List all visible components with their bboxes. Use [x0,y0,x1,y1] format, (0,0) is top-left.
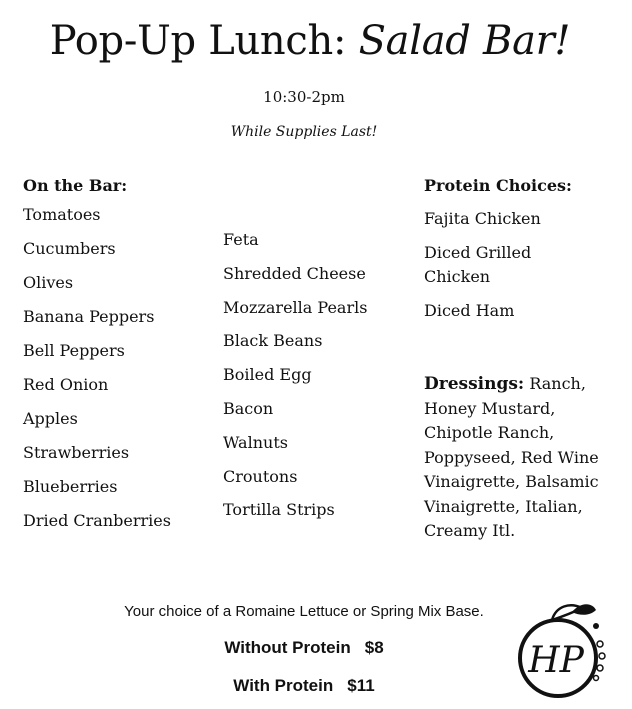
title-main: Pop-Up Lunch: [49,18,347,64]
dressings-heading: Dressings: [424,374,525,394]
base-choice-text: Your choice of a Romaine Lettuce or Spring Mix Base. [124,603,484,620]
list-item: Tortilla Strips [223,500,335,520]
list-item: Boiled Egg [223,365,312,385]
protein-item: Diced Ham [424,301,515,320]
list-item: Bell Peppers [23,341,125,360]
hp-logo [512,598,612,702]
list-item: Strawberries [23,443,130,462]
price-label: With Protein [233,676,334,695]
list-item: Feta [223,230,259,249]
protein-item: Fajita Chicken [424,209,541,228]
on-the-bar-column-1 [23,176,171,546]
dressings-section [424,372,604,544]
list-item: Bacon [223,398,274,418]
list-item: Cucumbers [23,239,116,258]
list-item: Walnuts [223,432,288,452]
price-amount: $8 [364,638,384,657]
on-the-bar-heading: On the Bar: [23,176,128,195]
protein-heading: Protein Choices: [424,176,572,195]
list-item: Dried Cranberries [23,511,171,530]
hours-text: 10:30-2pm [263,88,345,106]
dressings-list: Ranch, Honey Mustard, Chipotle Ranch, Poppyseed, Red Wine Vinaigrette, Balsamic Vinaigrette, Italian, Creamy Itl. [424,374,599,540]
list-item: Tomatoes [23,205,101,224]
list-item: Red Onion [23,375,109,394]
list-item: Shredded Cheese [223,263,366,283]
price-amount: $11 [347,676,375,695]
price-label: Without Protein [224,638,351,657]
protein-choices [424,176,624,333]
list-item: Apples [23,409,78,428]
title-italic: Salad Bar! [358,18,571,64]
list-item: Black Beans [223,331,323,351]
list-item: Blueberries [23,477,118,496]
on-the-bar-column-2 [223,231,367,535]
list-item: Banana Peppers [23,307,155,326]
protein-item: Diced Grilled Chicken [424,243,532,286]
page-title [0,18,620,64]
list-item: Croutons [223,466,298,486]
list-item: Mozzarella Pearls [223,297,368,317]
list-item: Olives [23,273,74,292]
supplies-note: While Supplies Last! [230,124,378,140]
logo-initials: HP [528,640,584,681]
